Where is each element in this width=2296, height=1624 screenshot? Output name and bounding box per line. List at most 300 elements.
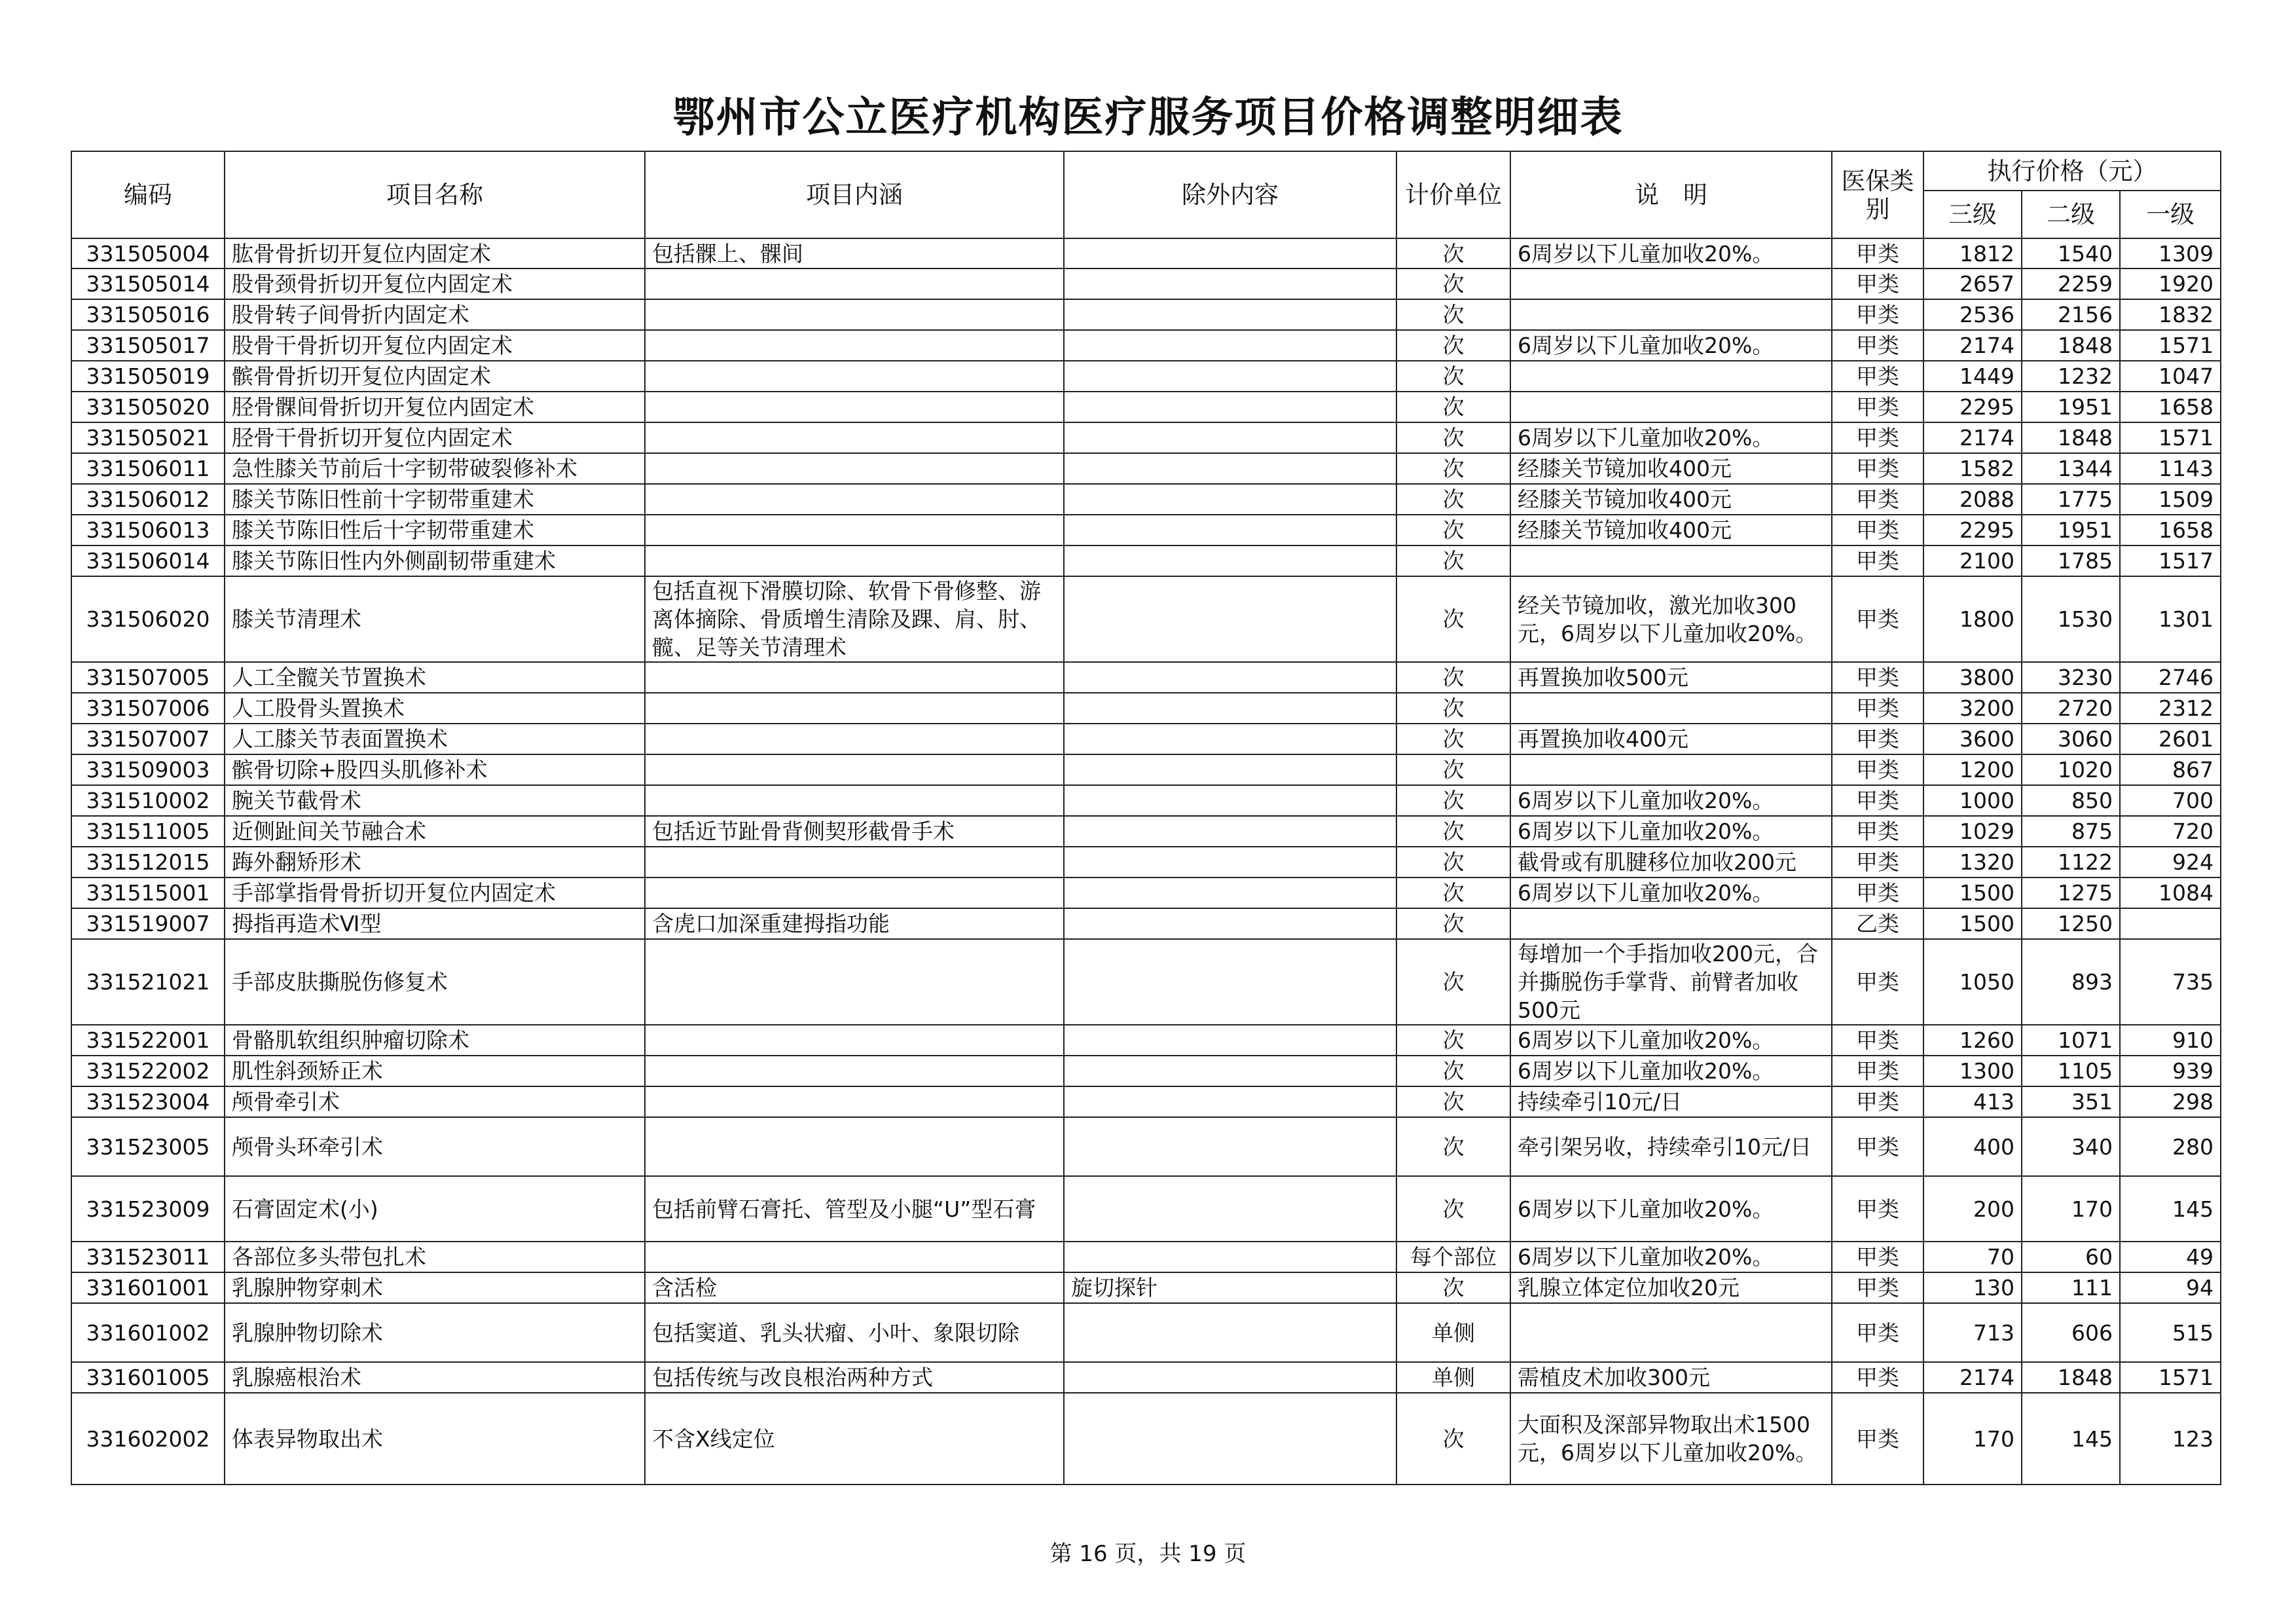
row-name: 股骨转子间骨折内固定术 (225, 299, 645, 330)
row-price-level3: 2174 (1923, 330, 2022, 361)
row-code: 331505004 (71, 238, 225, 268)
row-code: 331523005 (71, 1117, 225, 1176)
row-code: 331505016 (71, 299, 225, 330)
row-note (1510, 693, 1832, 724)
row-content (645, 484, 1064, 515)
row-price-level3: 1582 (1923, 453, 2022, 484)
page-number: 第 16 页，共 19 页 (1049, 1541, 1247, 1567)
row-content (645, 392, 1064, 422)
table-row (71, 361, 2221, 392)
row-price-level3: 1260 (1923, 1025, 2022, 1056)
row-price-level2: 1071 (2022, 1025, 2120, 1056)
row-price-level2: 3060 (2022, 724, 2120, 754)
row-unit: 次 (1396, 847, 1510, 877)
row-insurance: 甲类 (1832, 662, 1923, 693)
row-price-level2: 1951 (2022, 515, 2120, 545)
row-price-level2: 340 (2022, 1117, 2120, 1176)
row-content (645, 330, 1064, 361)
row-price-level3: 2174 (1923, 1362, 2022, 1393)
row-note: 大面积及深部异物取出术1500元，6周岁以下儿童加收20%。 (1510, 1393, 1832, 1485)
row-price-level2: 351 (2022, 1086, 2120, 1117)
row-content (645, 693, 1064, 724)
row-note: 6周岁以下儿童加收20%。 (1510, 1176, 1832, 1242)
row-name: 急性膝关节前后十字韧带破裂修补术 (225, 453, 645, 484)
row-code: 331523011 (71, 1242, 225, 1272)
row-excluded (1064, 724, 1396, 754)
row-price-level1: 49 (2120, 1242, 2221, 1272)
row-code: 331506011 (71, 453, 225, 484)
row-content (645, 361, 1064, 392)
row-excluded (1064, 1117, 1396, 1176)
row-price-level1: 123 (2120, 1393, 2221, 1485)
row-price-level2: 1250 (2022, 908, 2120, 939)
row-insurance: 甲类 (1832, 1272, 1923, 1303)
row-excluded (1064, 484, 1396, 515)
table-row (71, 724, 2221, 754)
header-price-level3: 三级 (1923, 191, 2022, 238)
row-content (645, 724, 1064, 754)
row-price-level1: 939 (2120, 1056, 2221, 1086)
table-row (71, 330, 2221, 361)
table-row (71, 754, 2221, 785)
row-unit: 次 (1396, 299, 1510, 330)
row-price-level3: 2657 (1923, 268, 2022, 299)
row-unit: 次 (1396, 515, 1510, 545)
row-content: 包括近节趾骨背侧契形截骨手术 (645, 816, 1064, 847)
table-row (71, 1117, 2221, 1176)
row-price-level1: 1143 (2120, 453, 2221, 484)
row-note: 6周岁以下儿童加收20%。 (1510, 1056, 1832, 1086)
row-content (645, 453, 1064, 484)
row-name: 胫骨干骨折切开复位内固定术 (225, 422, 645, 453)
table-row (71, 1362, 2221, 1393)
row-content: 不含X线定位 (645, 1393, 1064, 1485)
row-unit: 次 (1396, 724, 1510, 754)
row-unit: 次 (1396, 939, 1510, 1025)
row-code: 331519007 (71, 908, 225, 939)
row-note: 再置换加收400元 (1510, 724, 1832, 754)
row-excluded (1064, 392, 1396, 422)
row-name: 膝关节陈旧性前十字韧带重建术 (225, 484, 645, 515)
header-insurance: 医保类别 (1832, 151, 1923, 238)
row-note: 6周岁以下儿童加收20%。 (1510, 1025, 1832, 1056)
row-content: 包括髁上、髁间 (645, 238, 1064, 268)
row-insurance: 甲类 (1832, 1117, 1923, 1176)
row-price-level3: 2295 (1923, 515, 2022, 545)
row-excluded (1064, 299, 1396, 330)
row-insurance: 甲类 (1832, 1025, 1923, 1056)
table-row (71, 515, 2221, 545)
row-code: 331507005 (71, 662, 225, 693)
row-name: 人工膝关节表面置换术 (225, 724, 645, 754)
row-note: 6周岁以下儿童加收20%。 (1510, 816, 1832, 847)
row-insurance: 甲类 (1832, 1242, 1923, 1272)
row-note: 牵引架另收，持续牵引10元/日 (1510, 1117, 1832, 1176)
row-price-level2: 1540 (2022, 238, 2120, 268)
row-price-level1: 1571 (2120, 1362, 2221, 1393)
table-row (71, 877, 2221, 908)
row-code: 331510002 (71, 785, 225, 816)
row-name: 腕关节截骨术 (225, 785, 645, 816)
row-price-level2: 1775 (2022, 484, 2120, 515)
row-price-level1: 1658 (2120, 515, 2221, 545)
row-unit: 次 (1396, 908, 1510, 939)
row-note: 经关节镜加收，激光加收300元，6周岁以下儿童加收20%。 (1510, 576, 1832, 662)
row-price-level1: 735 (2120, 939, 2221, 1025)
row-price-level2: 1232 (2022, 361, 2120, 392)
row-unit: 次 (1396, 816, 1510, 847)
row-code: 331523009 (71, 1176, 225, 1242)
row-code: 331509003 (71, 754, 225, 785)
row-code: 331511005 (71, 816, 225, 847)
row-insurance: 甲类 (1832, 268, 1923, 299)
table-row (71, 693, 2221, 724)
row-content (645, 754, 1064, 785)
row-insurance: 甲类 (1832, 1086, 1923, 1117)
row-note: 经膝关节镜加收400元 (1510, 515, 1832, 545)
row-price-level3: 2088 (1923, 484, 2022, 515)
row-unit: 次 (1396, 662, 1510, 693)
row-note: 6周岁以下儿童加收20%。 (1510, 1242, 1832, 1272)
row-code: 331506020 (71, 576, 225, 662)
row-code: 331522002 (71, 1056, 225, 1086)
row-content (645, 1242, 1064, 1272)
header-price-level1: 一级 (2120, 191, 2221, 238)
row-price-level3: 1800 (1923, 576, 2022, 662)
table-row (71, 576, 2221, 662)
row-unit: 次 (1396, 576, 1510, 662)
row-excluded (1064, 361, 1396, 392)
row-price-level3: 1500 (1923, 877, 2022, 908)
row-price-level1: 1832 (2120, 299, 2221, 330)
row-excluded (1064, 847, 1396, 877)
row-price-level2: 1848 (2022, 1362, 2120, 1393)
row-content (645, 847, 1064, 877)
row-name: 手部掌指骨骨折切开复位内固定术 (225, 877, 645, 908)
row-excluded (1064, 939, 1396, 1025)
row-content: 含活检 (645, 1272, 1064, 1303)
row-price-level1: 1309 (2120, 238, 2221, 268)
row-name: 石膏固定术(小) (225, 1176, 645, 1242)
row-unit: 次 (1396, 453, 1510, 484)
row-price-level2: 1275 (2022, 877, 2120, 908)
document-title: 鄂州市公立医疗机构医疗服务项目价格调整明细表 (672, 93, 1624, 142)
row-unit: 次 (1396, 754, 1510, 785)
row-content (645, 268, 1064, 299)
row-name: 乳腺肿物穿刺术 (225, 1272, 645, 1303)
row-name: 人工股骨头置换术 (225, 693, 645, 724)
row-price-level3: 2174 (1923, 422, 2022, 453)
row-note: 截骨或有肌腱移位加收200元 (1510, 847, 1832, 877)
table-row (71, 1056, 2221, 1086)
row-excluded (1064, 1086, 1396, 1117)
row-name: 肱骨骨折切开复位内固定术 (225, 238, 645, 268)
row-name: 乳腺癌根治术 (225, 1362, 645, 1393)
row-unit: 单侧 (1396, 1362, 1510, 1393)
table-row (71, 1242, 2221, 1272)
row-content (645, 877, 1064, 908)
row-note: 乳腺立体定位加收20元 (1510, 1272, 1832, 1303)
row-unit: 单侧 (1396, 1303, 1510, 1362)
row-price-level1: 1517 (2120, 545, 2221, 576)
row-price-level1 (2120, 908, 2221, 939)
row-note: 需植皮术加收300元 (1510, 1362, 1832, 1393)
table-row (71, 422, 2221, 453)
row-unit: 次 (1396, 484, 1510, 515)
row-unit: 次 (1396, 1117, 1510, 1176)
row-content (645, 785, 1064, 816)
row-unit: 次 (1396, 877, 1510, 908)
row-code: 331505019 (71, 361, 225, 392)
row-price-level2: 1848 (2022, 422, 2120, 453)
row-insurance: 甲类 (1832, 361, 1923, 392)
row-price-level1: 700 (2120, 785, 2221, 816)
row-code: 331601001 (71, 1272, 225, 1303)
row-insurance: 甲类 (1832, 238, 1923, 268)
row-price-level3: 1320 (1923, 847, 2022, 877)
row-price-level3: 1500 (1923, 908, 2022, 939)
row-excluded (1064, 877, 1396, 908)
row-unit: 次 (1396, 785, 1510, 816)
header-price-group: 执行价格（元） (1923, 151, 2221, 191)
row-excluded (1064, 515, 1396, 545)
row-note: 经膝关节镜加收400元 (1510, 453, 1832, 484)
row-price-level3: 400 (1923, 1117, 2022, 1176)
row-unit: 次 (1396, 1086, 1510, 1117)
row-price-level2: 60 (2022, 1242, 2120, 1272)
row-price-level1: 515 (2120, 1303, 2221, 1362)
row-price-level3: 1449 (1923, 361, 2022, 392)
row-insurance: 甲类 (1832, 877, 1923, 908)
header-price-level2: 二级 (2022, 191, 2120, 238)
table-row (71, 1025, 2221, 1056)
row-note (1510, 299, 1832, 330)
row-insurance: 甲类 (1832, 1176, 1923, 1242)
table-row (71, 299, 2221, 330)
row-price-level3: 1812 (1923, 238, 2022, 268)
row-name: 人工全髋关节置换术 (225, 662, 645, 693)
row-unit: 次 (1396, 238, 1510, 268)
row-insurance: 甲类 (1832, 693, 1923, 724)
row-price-level2: 1122 (2022, 847, 2120, 877)
row-price-level1: 1301 (2120, 576, 2221, 662)
row-note: 持续牵引10元/日 (1510, 1086, 1832, 1117)
row-price-level1: 1047 (2120, 361, 2221, 392)
row-code: 331506013 (71, 515, 225, 545)
row-name: 肌性斜颈矫正术 (225, 1056, 645, 1086)
row-price-level3: 3600 (1923, 724, 2022, 754)
row-price-level1: 910 (2120, 1025, 2221, 1056)
row-code: 331522001 (71, 1025, 225, 1056)
row-price-level3: 3800 (1923, 662, 2022, 693)
row-excluded (1064, 422, 1396, 453)
row-code: 331505014 (71, 268, 225, 299)
header-code: 编码 (71, 151, 225, 238)
row-insurance: 甲类 (1832, 453, 1923, 484)
row-excluded (1064, 1362, 1396, 1393)
table-row (71, 908, 2221, 939)
row-note: 每增加一个手指加收200元，合并撕脱伤手掌背、前臂者加收500元 (1510, 939, 1832, 1025)
row-price-level3: 2536 (1923, 299, 2022, 330)
table-row (71, 453, 2221, 484)
row-price-level2: 1020 (2022, 754, 2120, 785)
row-price-level2: 170 (2022, 1176, 2120, 1242)
header-unit: 计价单位 (1396, 151, 1510, 238)
row-price-level1: 1920 (2120, 268, 2221, 299)
row-price-level2: 606 (2022, 1303, 2120, 1362)
row-note (1510, 545, 1832, 576)
row-code: 331505021 (71, 422, 225, 453)
table-body (71, 238, 2221, 1485)
row-content (645, 1086, 1064, 1117)
row-unit: 次 (1396, 422, 1510, 453)
row-price-level2: 1530 (2022, 576, 2120, 662)
row-unit: 次 (1396, 330, 1510, 361)
row-code: 331523004 (71, 1086, 225, 1117)
row-note: 6周岁以下儿童加收20%。 (1510, 877, 1832, 908)
row-price-level2: 875 (2022, 816, 2120, 847)
row-content: 包括直视下滑膜切除、软骨下骨修整、游离体摘除、骨质增生清除及踝、肩、肘、髋、足等关节清理术 (645, 576, 1064, 662)
row-unit: 次 (1396, 1272, 1510, 1303)
row-unit: 次 (1396, 1056, 1510, 1086)
row-insurance: 甲类 (1832, 1362, 1923, 1393)
row-excluded (1064, 785, 1396, 816)
row-price-level1: 2746 (2120, 662, 2221, 693)
row-code: 331507007 (71, 724, 225, 754)
row-insurance: 乙类 (1832, 908, 1923, 939)
table-row (71, 1176, 2221, 1242)
row-unit: 次 (1396, 361, 1510, 392)
row-content: 包括传统与改良根治两种方式 (645, 1362, 1064, 1393)
row-price-level3: 130 (1923, 1272, 2022, 1303)
row-note (1510, 268, 1832, 299)
row-excluded (1064, 693, 1396, 724)
table-row (71, 484, 2221, 515)
row-price-level1: 1571 (2120, 422, 2221, 453)
row-code: 331601002 (71, 1303, 225, 1362)
table-row (71, 545, 2221, 576)
row-insurance: 甲类 (1832, 392, 1923, 422)
row-code: 331505020 (71, 392, 225, 422)
table-row (71, 785, 2221, 816)
row-note (1510, 908, 1832, 939)
row-note (1510, 1303, 1832, 1362)
row-content (645, 299, 1064, 330)
row-code: 331512015 (71, 847, 225, 877)
row-note: 6周岁以下儿童加收20%。 (1510, 785, 1832, 816)
row-insurance: 甲类 (1832, 515, 1923, 545)
table-row (71, 1393, 2221, 1485)
row-excluded (1064, 1303, 1396, 1362)
row-name: 各部位多头带包扎术 (225, 1242, 645, 1272)
row-price-level1: 2312 (2120, 693, 2221, 724)
row-content (645, 662, 1064, 693)
row-excluded (1064, 754, 1396, 785)
row-excluded (1064, 1056, 1396, 1086)
row-insurance: 甲类 (1832, 785, 1923, 816)
row-price-level3: 70 (1923, 1242, 2022, 1272)
header-name: 项目名称 (225, 151, 645, 238)
row-name: 近侧趾间关节融合术 (225, 816, 645, 847)
row-excluded (1064, 1393, 1396, 1485)
header-content: 项目内涵 (645, 151, 1064, 238)
row-note: 6周岁以下儿童加收20%。 (1510, 422, 1832, 453)
header-note: 说 明 (1510, 151, 1832, 238)
row-excluded (1064, 1242, 1396, 1272)
row-name: 拇指再造术Ⅵ型 (225, 908, 645, 939)
row-price-level1: 1571 (2120, 330, 2221, 361)
row-unit: 次 (1396, 268, 1510, 299)
row-code: 331505017 (71, 330, 225, 361)
row-note (1510, 361, 1832, 392)
row-price-level3: 2100 (1923, 545, 2022, 576)
row-name: 踇外翻矫形术 (225, 847, 645, 877)
table-row (71, 847, 2221, 877)
row-price-level2: 1848 (2022, 330, 2120, 361)
row-price-level1: 145 (2120, 1176, 2221, 1242)
table-row (71, 1303, 2221, 1362)
row-price-level1: 280 (2120, 1117, 2221, 1176)
row-note: 经膝关节镜加收400元 (1510, 484, 1832, 515)
row-price-level3: 1000 (1923, 785, 2022, 816)
table-row (71, 662, 2221, 693)
row-name: 膝关节陈旧性后十字韧带重建术 (225, 515, 645, 545)
row-excluded (1064, 545, 1396, 576)
row-price-level2: 2156 (2022, 299, 2120, 330)
row-price-level1: 867 (2120, 754, 2221, 785)
row-price-level2: 111 (2022, 1272, 2120, 1303)
row-price-level2: 850 (2022, 785, 2120, 816)
header-excluded: 除外内容 (1064, 151, 1396, 238)
row-note: 6周岁以下儿童加收20%。 (1510, 330, 1832, 361)
table-row (71, 392, 2221, 422)
row-name: 股骨颈骨折切开复位内固定术 (225, 268, 645, 299)
row-price-level3: 1050 (1923, 939, 2022, 1025)
row-note (1510, 754, 1832, 785)
row-price-level3: 1029 (1923, 816, 2022, 847)
row-price-level3: 1300 (1923, 1056, 2022, 1086)
row-price-level3: 200 (1923, 1176, 2022, 1242)
row-name: 颅骨头环牵引术 (225, 1117, 645, 1176)
row-insurance: 甲类 (1832, 939, 1923, 1025)
row-content: 含虎口加深重建拇指功能 (645, 908, 1064, 939)
row-excluded (1064, 330, 1396, 361)
row-price-level2: 1951 (2022, 392, 2120, 422)
row-price-level1: 924 (2120, 847, 2221, 877)
row-price-level2: 1105 (2022, 1056, 2120, 1086)
row-code: 331507006 (71, 693, 225, 724)
row-unit: 次 (1396, 392, 1510, 422)
row-name: 髌骨骨折切开复位内固定术 (225, 361, 645, 392)
row-content (645, 515, 1064, 545)
table-row (71, 816, 2221, 847)
row-insurance: 甲类 (1832, 754, 1923, 785)
row-insurance: 甲类 (1832, 545, 1923, 576)
row-excluded (1064, 1025, 1396, 1056)
table-row (71, 1272, 2221, 1303)
row-code: 331515001 (71, 877, 225, 908)
row-excluded (1064, 816, 1396, 847)
row-name: 胫骨髁间骨折切开复位内固定术 (225, 392, 645, 422)
row-price-level1: 1509 (2120, 484, 2221, 515)
row-price-level2: 1344 (2022, 453, 2120, 484)
row-unit: 每个部位 (1396, 1242, 1510, 1272)
row-price-level2: 145 (2022, 1393, 2120, 1485)
row-insurance: 甲类 (1832, 576, 1923, 662)
row-price-level1: 298 (2120, 1086, 2221, 1117)
row-content (645, 545, 1064, 576)
row-content (645, 1056, 1064, 1086)
